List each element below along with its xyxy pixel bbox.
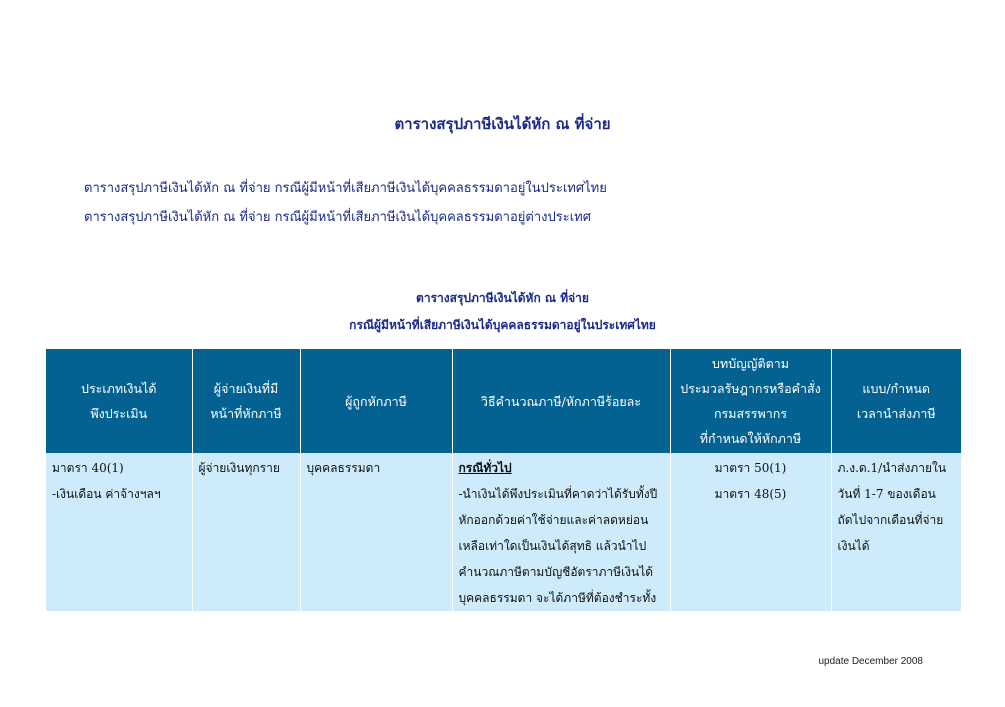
cell-text: ผู้จ่ายเงินทุกราย [198,461,280,475]
cell-provisions [670,453,831,611]
header-form-deadline [831,349,961,453]
header-provisions [670,349,831,453]
header-text: ประเภทเงินได้ [81,381,157,396]
link-foreign-individual[interactable]: ตารางสรุปภาษีเงินได้หัก ณ ที่จ่าย กรณีผู้มีหน้าที่เสียภาษีเงินได้บุคคลธรรมดาอยู่ต่างประเทศ [84,210,591,225]
header-text: แบบ/กำหนด [862,381,931,396]
cell-payee [300,453,452,611]
cell-text: มาตรา 50(1) [714,461,787,475]
cell-income-type [46,453,192,611]
link-domestic-individual[interactable]: ตารางสรุปภาษีเงินได้หัก ณ ที่จ่าย กรณีผู้มีหน้าที่เสียภาษีเงินได้บุคคลธรรมดาอยู่ในประเทศไทย [84,181,607,196]
cell-text: เหลือเท่าใดเป็นเงินได้สุทธิ แล้วนำไป [458,539,647,553]
cell-text: -เงินเดือน ค่าจ้างฯลฯ [52,487,161,501]
header-payer [192,349,300,453]
cell-calculation-method [452,453,670,611]
header-text: วิธีคำนวณภาษี/หักภาษีร้อยละ [480,393,642,409]
cell-text: -นำเงินได้พึงประเมินที่คาดว่าได้รับทั้งปี [458,487,658,501]
page-title: ตารางสรุปภาษีเงินได้หัก ณ ที่จ่าย [394,115,611,133]
header-text: ที่กำหนดให้หักภาษี [699,431,802,446]
cell-text: หักออกด้วยค่าใช้จ่ายและค่าลดหย่อน [458,513,649,527]
header-text: ผู้จ่ายเงินที่มี [213,381,279,396]
header-calculation-method [452,349,670,453]
cell-text: มาตรา 48(5) [714,487,787,501]
section-title: ตารางสรุปภาษีเงินได้หัก ณ ที่จ่าย [416,291,589,305]
section-subtitle: กรณีผู้มีหน้าที่เสียภาษีเงินได้บุคคลธรรมดาอยู่ในประเทศไทย [349,318,656,332]
withholding-tax-table [46,349,961,611]
cell-form-deadline [831,453,961,611]
method-heading: กรณีทั่วไป [458,461,512,475]
cell-payer [192,453,300,611]
table-header-row [46,349,961,453]
cell-text: บุคคลธรรมดา [306,461,381,475]
cell-text: คำนวณภาษีตามบัญชีอัตราภาษีเงินได้ [458,565,654,579]
cell-text: เงินได้ [837,539,870,553]
header-text: ประมวลรัษฎากรหรือคำสั่ง [680,381,821,396]
header-text: บทบัญญัติตาม [712,356,789,371]
cell-text: วันที่ 1-7 ของเดือน [837,487,936,501]
cell-text: ภ.ง.ด.1/นำส่งภายใน [837,461,947,475]
table-row [46,453,961,611]
cell-text: มาตรา 40(1) [52,461,124,475]
update-note: update December 2008 [818,656,923,667]
header-text: ผู้ถูกหักภาษี [345,393,407,409]
header-payee [300,349,452,453]
header-text: เวลานำส่งภาษี [856,406,936,421]
header-text: หน้าที่หักภาษี [210,406,282,421]
cell-text: บุคคลธรรมดา จะได้ภาษีที่ต้องชำระทั้ง [458,591,657,605]
header-text: พึงประเมิน [90,406,148,421]
header-income-type [46,349,192,453]
cell-text: ถัดไปจากเดือนที่จ่าย [837,513,944,527]
header-text: กรมสรรพากร [713,406,788,421]
